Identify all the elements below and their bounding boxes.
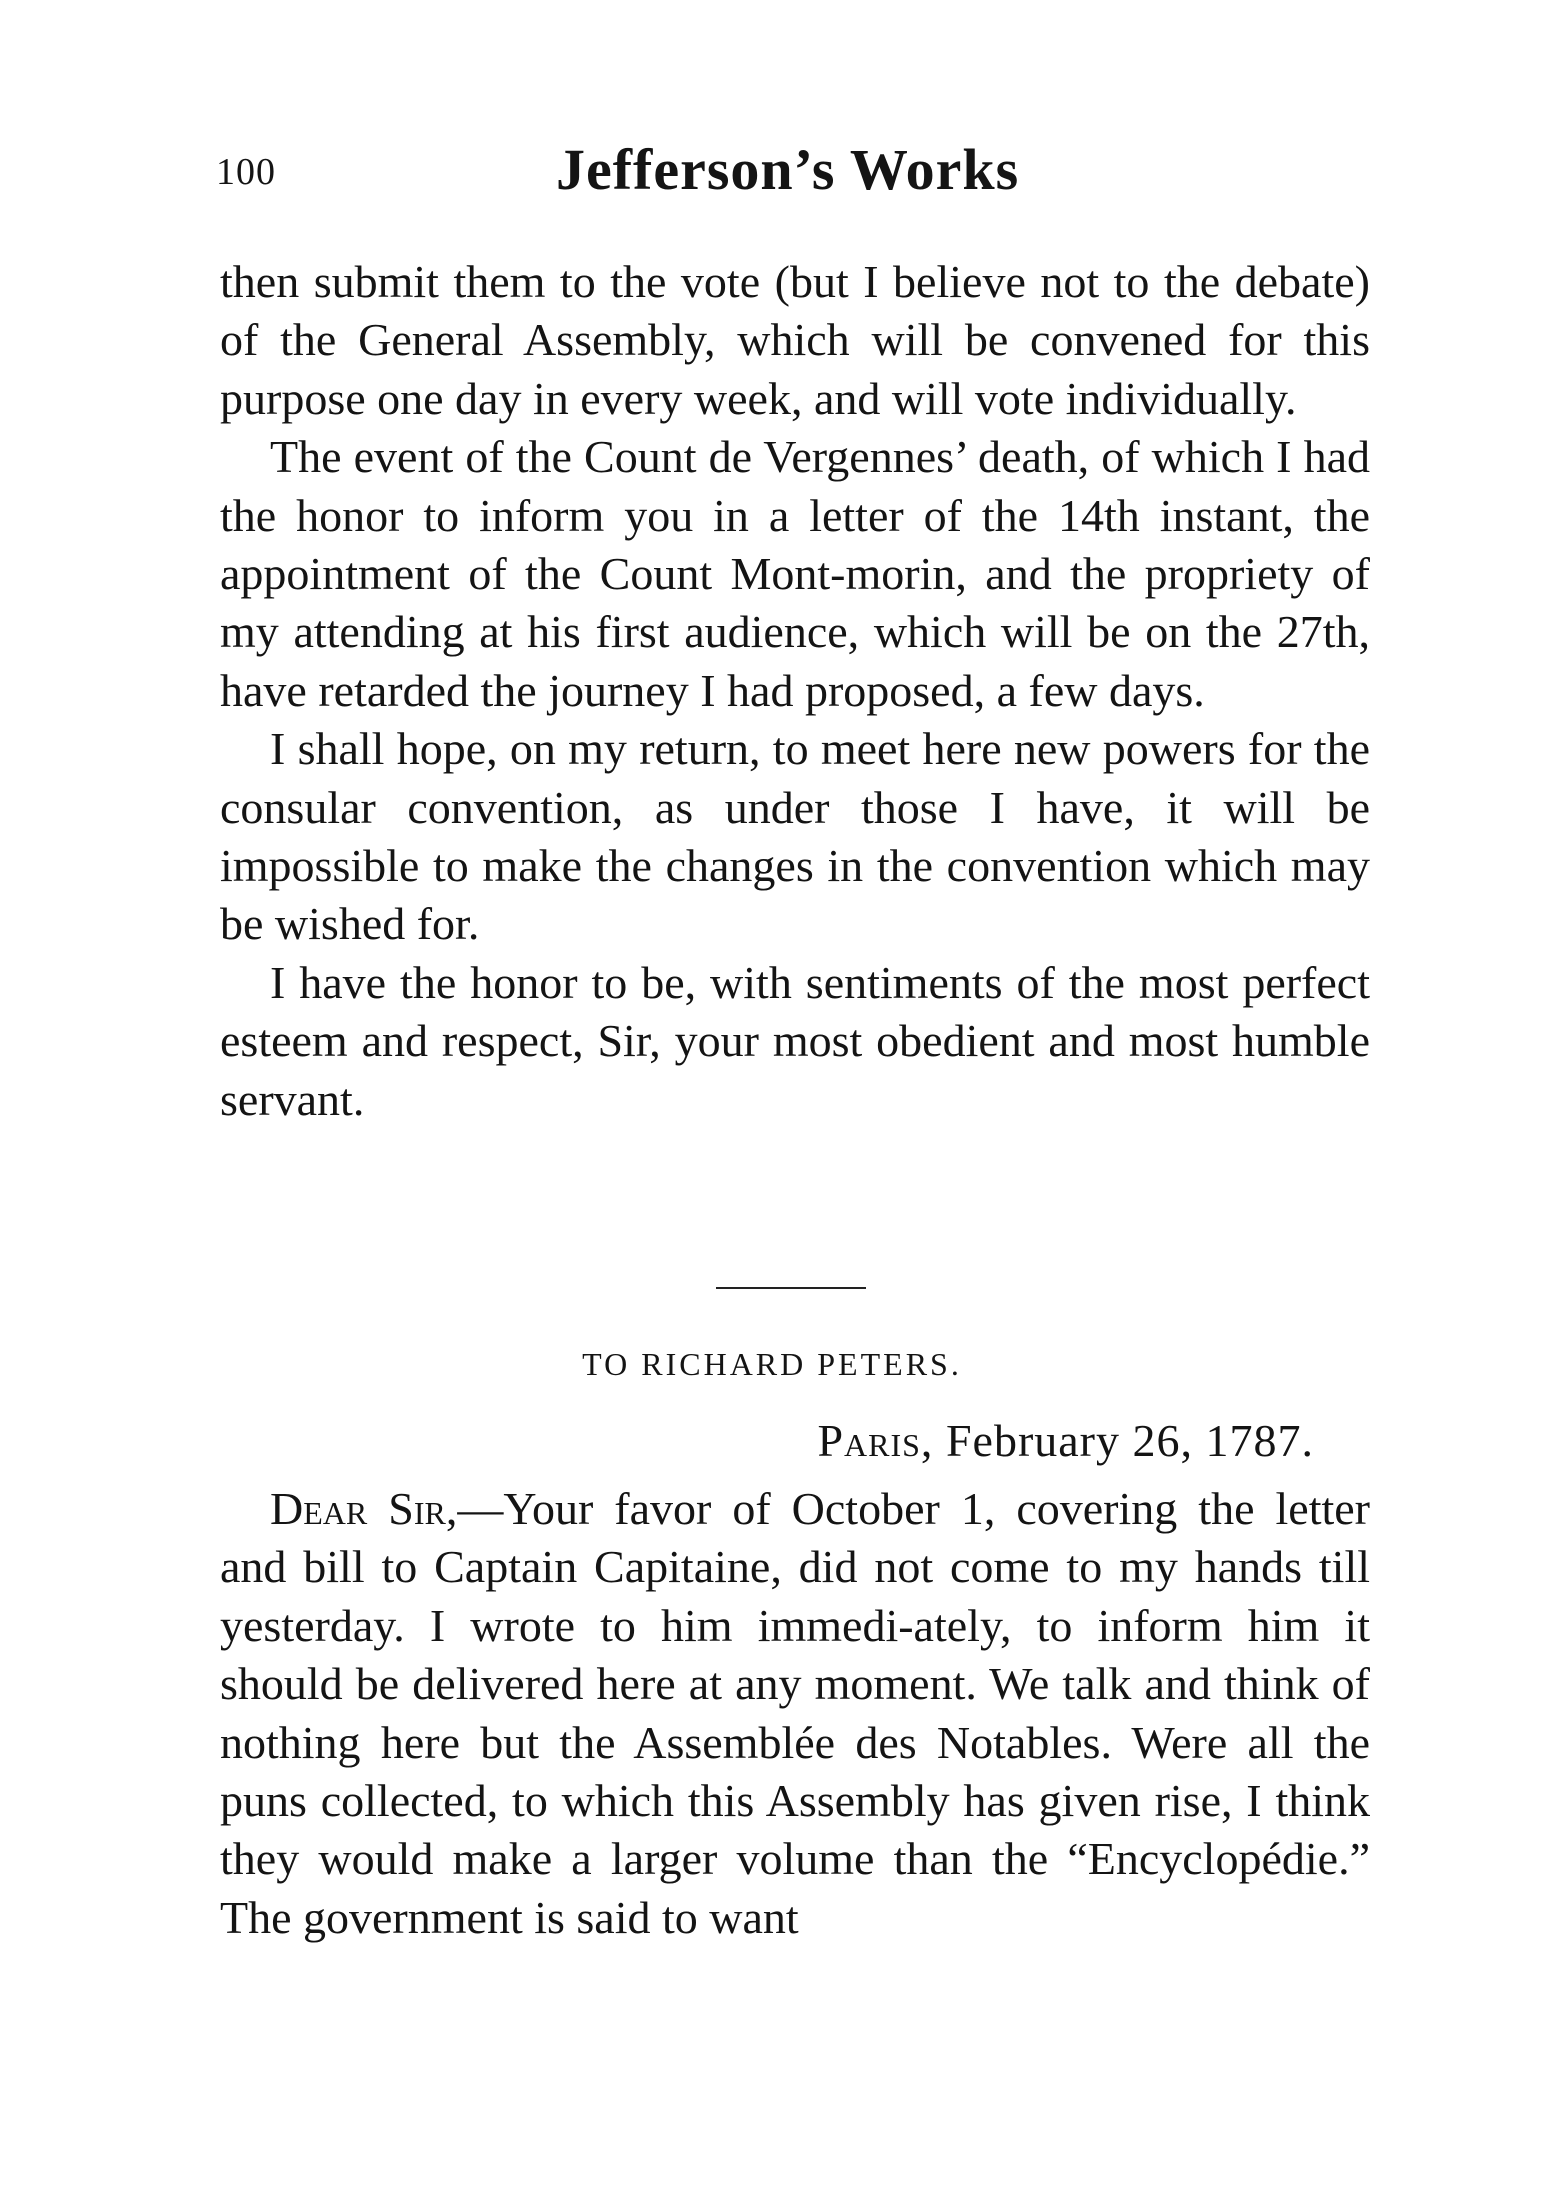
- dateline-date: February 26, 1787.: [945, 1415, 1314, 1466]
- letter-recipient-heading: TO RICHARD PETERS.: [582, 1346, 962, 1382]
- salutation: Dear Sir,: [270, 1483, 458, 1534]
- section-divider: [716, 1287, 866, 1289]
- letter-body-text: —Your favor of October 1, covering the letter and bill to Captain Capitaine, did not come to my hands till yesterday. I wrote to him immedi-ately, to inform him it should be delivered here at any moment. We talk and think of nothing here but the Assemblée des Notables. Were all the puns collected, to which this Assembly has given rise, I think they would make a larger volume than the “Encyclopédie.” The government is said to want: [220, 1483, 1370, 1943]
- paragraph: I shall hope, on my return, to meet here new powers for the consular convention, as under those I have, it will be impossible to make the changes in the convention which may be wished for.: [220, 723, 1370, 950]
- paragraph: The event of the Count de Vergennes’ death, of which I had the honor to inform you in a letter of the 14th instant, the appointment of the Count Mont-morin, and the propriety of my attending at his first audience, which will be on the 27th, have retarded the journey I had proposed, a few days.: [220, 431, 1370, 716]
- paragraph-closing: I have the honor to be, with sentiments of the most perfect esteem and respect, Sir, your most obedient and most humble servant.: [220, 956, 1370, 1125]
- letter-body: [220, 1480, 1370, 1947]
- dateline-place: Paris,: [817, 1415, 934, 1466]
- paragraph-continuation: then submit them to the vote (but I believe not to the debate) of the General Assembly, which will be convened for this purpose one day in every week, and will vote individually.: [220, 256, 1370, 424]
- page-number: 100: [216, 151, 276, 193]
- running-title: Jefferson’s Works: [556, 137, 1020, 202]
- letter-dateline: [817, 1412, 1314, 1470]
- running-head: [0, 136, 1544, 216]
- previous-letter-text: [220, 253, 1370, 1129]
- letter-opening-paragraph: [220, 1480, 1370, 1947]
